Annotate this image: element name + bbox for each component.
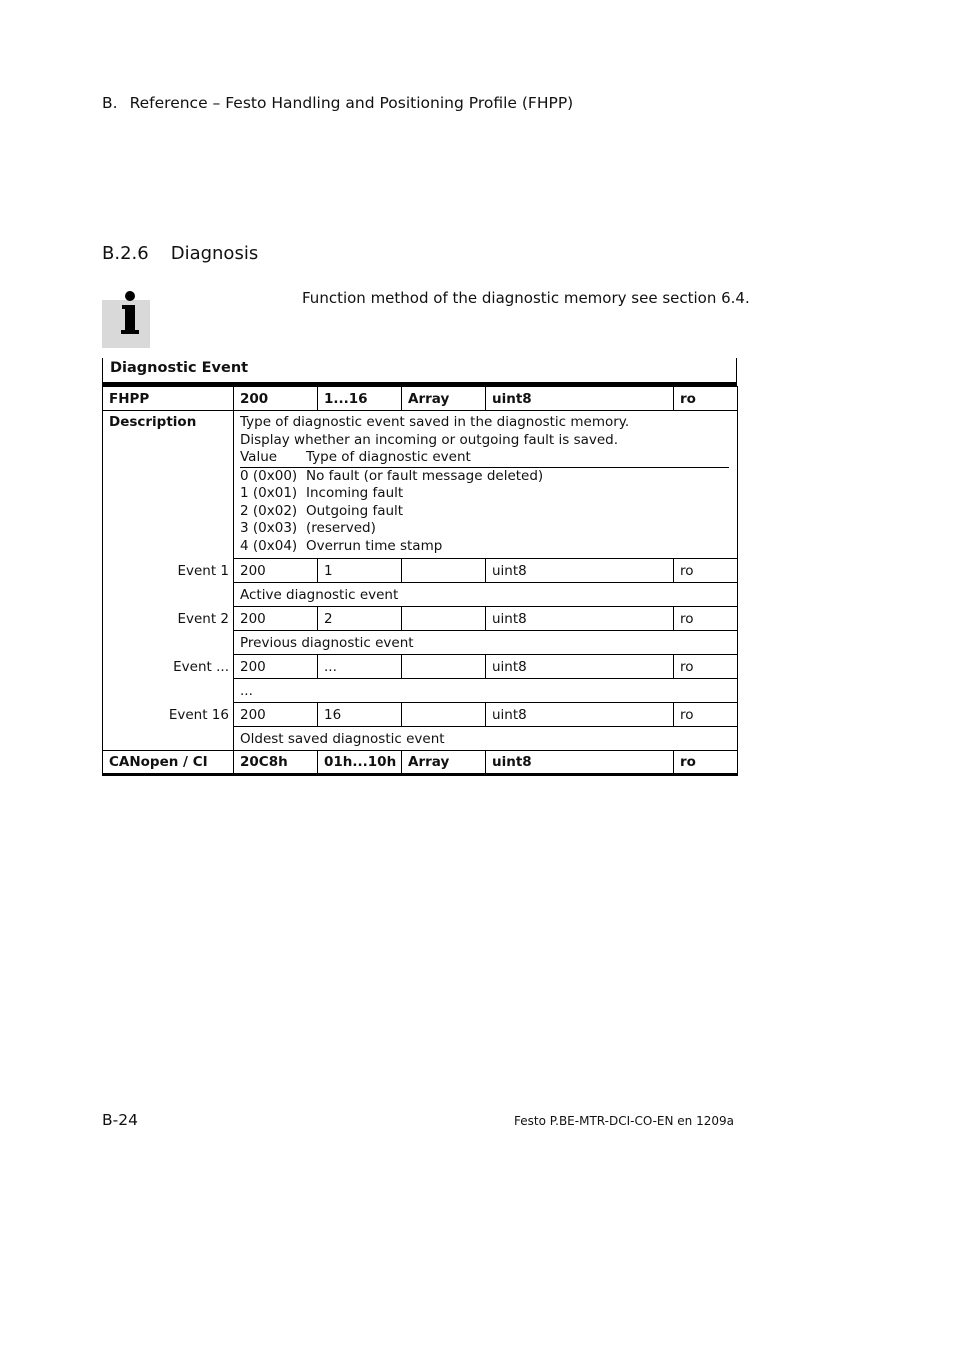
table-row-event <box>103 703 738 727</box>
event-pnu: 200 <box>234 655 318 679</box>
table-row-event <box>103 655 738 679</box>
header-title: Reference – Festo Handling and Positioning Profile (FHPP) <box>129 94 574 112</box>
table-title: Diagnostic Event <box>102 358 737 386</box>
event-access: ro <box>674 559 738 583</box>
fhpp-pnu: 200 <box>234 387 318 411</box>
event-description: Active diagnostic event <box>234 583 738 607</box>
info-icon <box>102 290 150 348</box>
event-datatype: uint8 <box>486 559 674 583</box>
value-table-header <box>240 449 729 468</box>
event-subindex: 16 <box>318 703 402 727</box>
value-code: 4 (0x04) <box>240 537 298 554</box>
event-subindex: ... <box>318 655 402 679</box>
empty-label-cell <box>103 631 234 655</box>
event-description: Previous diagnostic event <box>234 631 738 655</box>
note-text: Function method of the diagnostic memory see section 6.4. <box>302 289 750 307</box>
value-header: Value <box>240 449 278 465</box>
table-row-description <box>103 411 738 559</box>
footer-doc-id: Festo P.BE-MTR-DCI-CO-EN en 1209a <box>514 1114 734 1128</box>
header-chapter-number: B. <box>102 94 118 112</box>
fhpp-datatype: uint8 <box>486 387 674 411</box>
value-code: 2 (0x02) <box>240 502 298 519</box>
event-label: Event 1 <box>103 559 234 583</box>
table-row-fhpp <box>103 387 738 411</box>
value-code: 0 (0x00) <box>240 467 298 484</box>
value-type: (reserved) <box>306 520 376 536</box>
table-row-event-desc <box>103 631 738 655</box>
event-class <box>402 703 486 727</box>
event-access: ro <box>674 607 738 631</box>
value-row <box>240 468 729 486</box>
description-line-1: Type of diagnostic event saved in the diagnostic memory. <box>240 414 630 430</box>
section-title: Diagnosis <box>170 243 259 264</box>
fhpp-subindex: 1...16 <box>318 387 402 411</box>
empty-label-cell <box>103 727 234 751</box>
table-row-canopen <box>103 751 738 775</box>
canopen-access: ro <box>674 751 738 775</box>
table-row-event-desc <box>103 727 738 751</box>
fhpp-label: FHPP <box>103 387 234 411</box>
value-type: Outgoing fault <box>306 502 404 519</box>
event-label: Event 16 <box>103 703 234 727</box>
event-class <box>402 559 486 583</box>
fhpp-access: ro <box>674 387 738 411</box>
event-pnu: 200 <box>234 559 318 583</box>
empty-label-cell <box>103 679 234 703</box>
table-row-event-desc <box>103 583 738 607</box>
event-datatype: uint8 <box>486 607 674 631</box>
event-class <box>402 655 486 679</box>
table-row-event <box>103 607 738 631</box>
description-label: Description <box>103 411 234 559</box>
canopen-label: CANopen / CI <box>103 751 234 775</box>
event-label: Event ... <box>103 655 234 679</box>
event-class <box>402 607 486 631</box>
description-cell <box>234 411 738 559</box>
value-row <box>240 485 729 503</box>
section-number: B.2.6 <box>102 243 149 264</box>
canopen-index: 20C8h <box>234 751 318 775</box>
value-row <box>240 503 729 521</box>
value-type: Overrun time stamp <box>306 537 443 554</box>
table-row-event-desc <box>103 679 738 703</box>
page-number: B-24 <box>102 1111 138 1129</box>
value-type: No fault (or fault message deleted) <box>306 467 544 484</box>
event-access: ro <box>674 703 738 727</box>
event-subindex: 1 <box>318 559 402 583</box>
diagnostic-event-table <box>102 358 737 776</box>
event-subindex: 2 <box>318 607 402 631</box>
event-description: ... <box>234 679 738 703</box>
description-line-2: Display whether an incoming or outgoing fault is saved. <box>240 431 619 448</box>
event-description: Oldest saved diagnostic event <box>234 727 738 751</box>
event-datatype: uint8 <box>486 655 674 679</box>
value-code: 1 (0x01) <box>240 485 298 501</box>
table-row-event <box>103 559 738 583</box>
canopen-subindex: 01h...10h <box>318 751 402 775</box>
canopen-datatype: uint8 <box>486 751 674 775</box>
event-label: Event 2 <box>103 607 234 631</box>
value-code: 3 (0x03) <box>240 520 298 536</box>
section-heading <box>102 243 258 264</box>
canopen-class: Array <box>402 751 486 775</box>
event-pnu: 200 <box>234 607 318 631</box>
event-datatype: uint8 <box>486 703 674 727</box>
event-access: ro <box>674 655 738 679</box>
type-header: Type of diagnostic event <box>306 449 471 465</box>
value-row <box>240 520 729 538</box>
event-pnu: 200 <box>234 703 318 727</box>
value-type: Incoming fault <box>306 485 404 501</box>
running-header <box>102 94 573 112</box>
fhpp-class: Array <box>402 387 486 411</box>
value-row <box>240 538 729 556</box>
empty-label-cell <box>103 583 234 607</box>
